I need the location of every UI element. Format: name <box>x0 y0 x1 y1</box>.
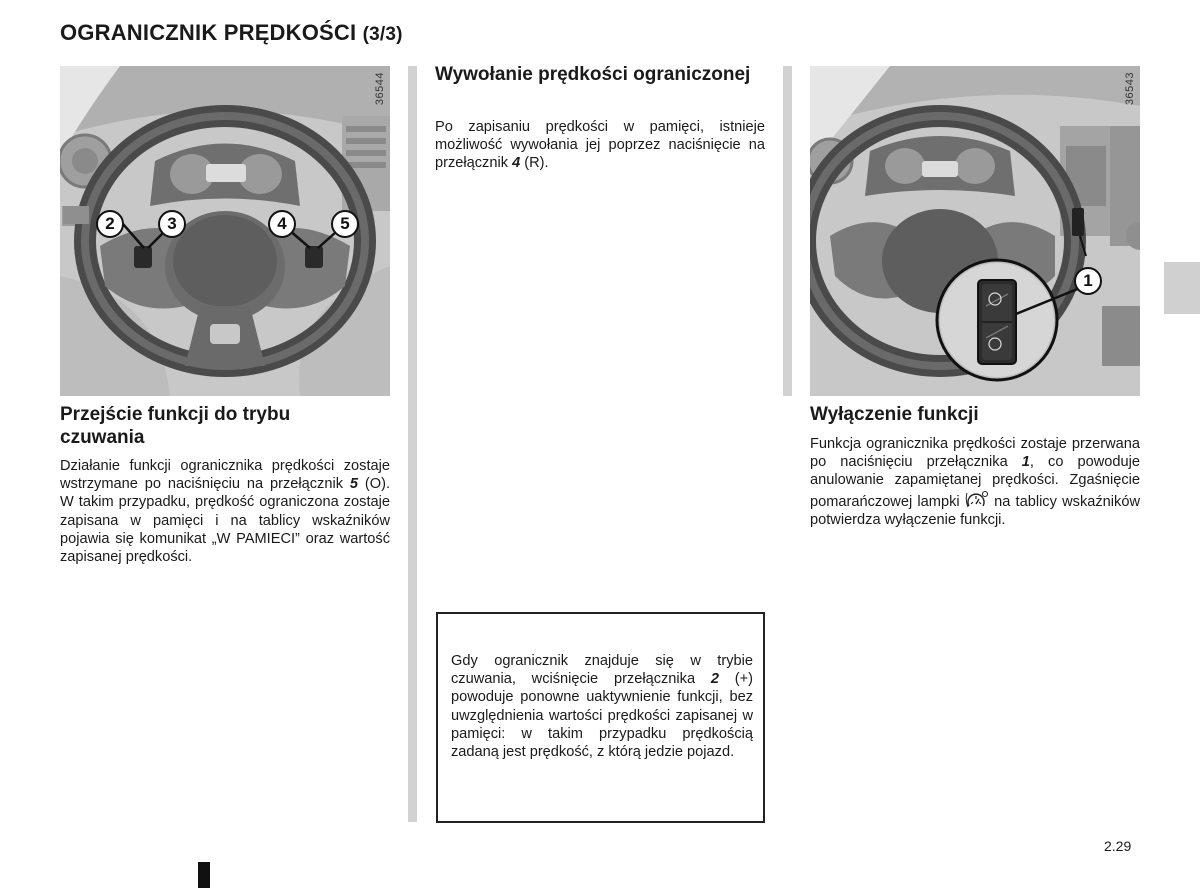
deactivation-switch-number: 1 <box>1021 454 1030 471</box>
section-tab <box>1164 262 1200 314</box>
switch-illustration <box>810 66 1140 396</box>
figure-code-right: 36543 <box>1124 72 1136 106</box>
deactivation-text-3: na tablicy wskaźników potwierdza wyłączenie funkcji. <box>810 493 1140 528</box>
note-text-1: Gdy ogranicznik znajduje się w trybie czuwania, wciśnięcie przełącznika <box>451 653 753 688</box>
recall-paragraph <box>435 118 765 173</box>
callout-3: 3 <box>158 210 186 238</box>
section-heading-deactivation: Wyłączenie funkcji <box>810 404 979 425</box>
page-number: 2.29 <box>1104 838 1132 854</box>
callout-5: 5 <box>331 210 359 238</box>
deactivation-paragraph <box>810 435 1140 529</box>
section-heading-standby: Przejście funkcji do trybu czuwania <box>60 404 291 448</box>
switch-figure <box>810 66 1140 396</box>
recall-text-1: Po zapisaniu prędkości w pamięci, istnieje możliwość wywołania jej poprzez naciśnięcie na przełącznik <box>435 119 765 172</box>
steering-wheel-figure <box>60 66 390 396</box>
page-title-part: (3/3) <box>362 24 403 45</box>
column-divider-left <box>408 66 417 822</box>
deactivation-text-1: Funkcja ogranicznika prędkości zostaje przerwana po naciśnięciu przełącznika <box>810 436 1140 471</box>
page-title-text: OGRANICZNIK PRĘDKOŚCI <box>60 20 357 45</box>
note-box <box>436 612 765 823</box>
note-paragraph <box>451 652 753 761</box>
standby-text-1: Działanie funkcji ogranicznika prędkości zostaje wstrzymane po naciśnięciu na przełącznik <box>60 458 390 493</box>
figure-code: 36544 <box>374 72 386 106</box>
page-title <box>60 20 403 46</box>
recall-switch-number: 4 <box>512 155 521 172</box>
speed-limiter-warning-icon <box>965 490 989 510</box>
section-heading-recall: Wywołanie prędkości ograniczonej <box>435 64 751 85</box>
standby-text-2: (O). W takim przypadku, prędkość ograniczona zostaje zapisana w pamięci i na tablicy wskaźników pojawia się komunikat „W PAMIECI” oraz wartość zapisanej prędkości. <box>60 476 390 566</box>
callout-4: 4 <box>268 210 296 238</box>
recall-text-2: (R). <box>520 155 549 172</box>
callout-2: 2 <box>96 210 124 238</box>
deactivation-text-2: , co powoduje anulowanie zapamiętanej prędkości. Zgaśnięcie pomarańczowej lampki <box>810 454 1140 510</box>
column-divider-right <box>783 66 792 396</box>
note-text-2: (+) powoduje ponowne uaktywnienie funkcji, bez uwzględnienia wartości prędkości zapisanej w pamięci: w takim przypadku prędkością zadaną jest prędkość, z którą jedzie pojazd. <box>451 671 754 761</box>
standby-switch-number: 5 <box>349 476 358 493</box>
print-edge-mark <box>198 862 210 888</box>
standby-paragraph <box>60 457 390 566</box>
note-switch-number: 2 <box>710 671 719 688</box>
callout-1: 1 <box>1074 267 1102 295</box>
